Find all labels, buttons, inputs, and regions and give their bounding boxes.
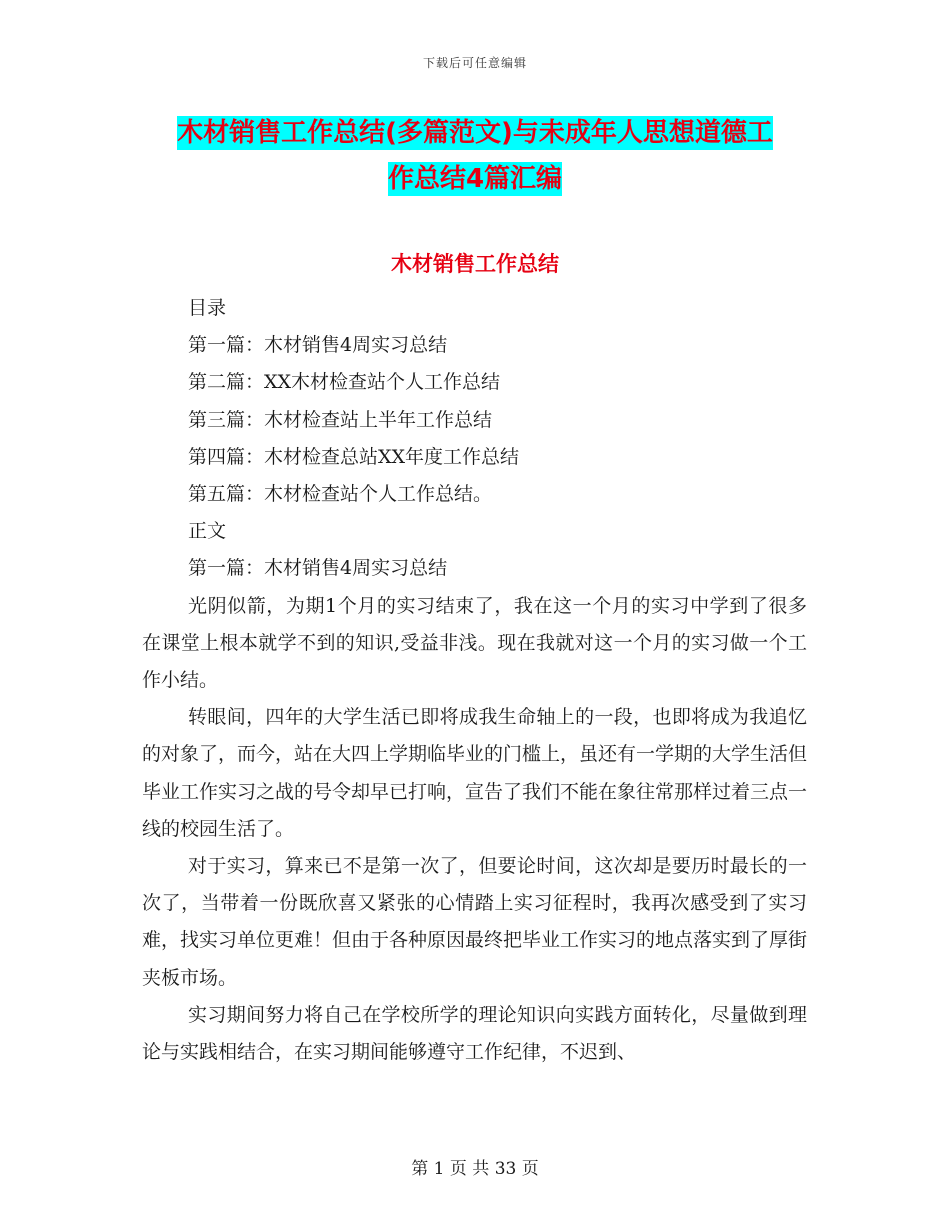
paragraph-1: 光阴似箭，为期1个月的实习结束了，我在这一个月的实习中学到了很多在课堂上根本就学不到的知识,受益非浅。现在我就对这一个月的实习做一个工作小结。 <box>142 594 807 692</box>
document-title <box>140 110 810 202</box>
document-body <box>142 290 807 1071</box>
toc-item-1: 第一篇：木材销售4周实习总结 <box>188 334 448 357</box>
toc-item-2: 第二篇：XX木材检查站个人工作总结 <box>188 371 501 394</box>
toc-item-3: 第三篇：木材检查站上半年工作总结 <box>188 408 493 431</box>
paragraph-3: 对于实习，算来已不是第一次了，但要论时间，这次却是要历时最长的一次了，当带着一份既欣喜又紧张的心情踏上实习征程时，我再次感受到了实习难，找实习单位更难！但由于各种原因最终把毕业工作实习的地点落实到了厚街夹板市场。 <box>142 855 808 989</box>
body-heading: 正文 <box>188 520 227 543</box>
paragraph-2: 转眼间，四年的大学生活已即将成我生命轴上的一段，也即将成为我追忆的对象了，而今，站在大四上学期临毕业的门槛上，虽还有一学期的大学生活但毕业工作实习之战的号令却早已打响，宣告了我们不能在象往常那样过着三点一线的校园生活了。 <box>142 706 808 840</box>
page-footer: 第 1 页 共 33 页 <box>411 1159 539 1179</box>
toc-item-5: 第五篇：木材检查站个人工作总结。 <box>188 483 493 506</box>
section-title: 木材销售工作总结 <box>391 252 559 276</box>
paragraph-4: 实习期间努力将自己在学校所学的理论知识向实践方面转化，尽量做到理论与实践相结合，在实习期间能够遵守工作纪律，不迟到、 <box>142 1003 807 1064</box>
document-title-line-1: 木材销售工作总结(多篇范文)与未成年人思想道德工 <box>177 118 773 148</box>
toc-item-4: 第四篇：木材检查总站XX年度工作总结 <box>188 445 520 468</box>
part-heading: 第一篇：木材销售4周实习总结 <box>188 557 448 580</box>
header-note: 下载后可任意编辑 <box>422 56 527 70</box>
toc-heading: 目录 <box>188 297 227 319</box>
document-title-line-2: 作总结4篇汇编 <box>387 164 563 194</box>
